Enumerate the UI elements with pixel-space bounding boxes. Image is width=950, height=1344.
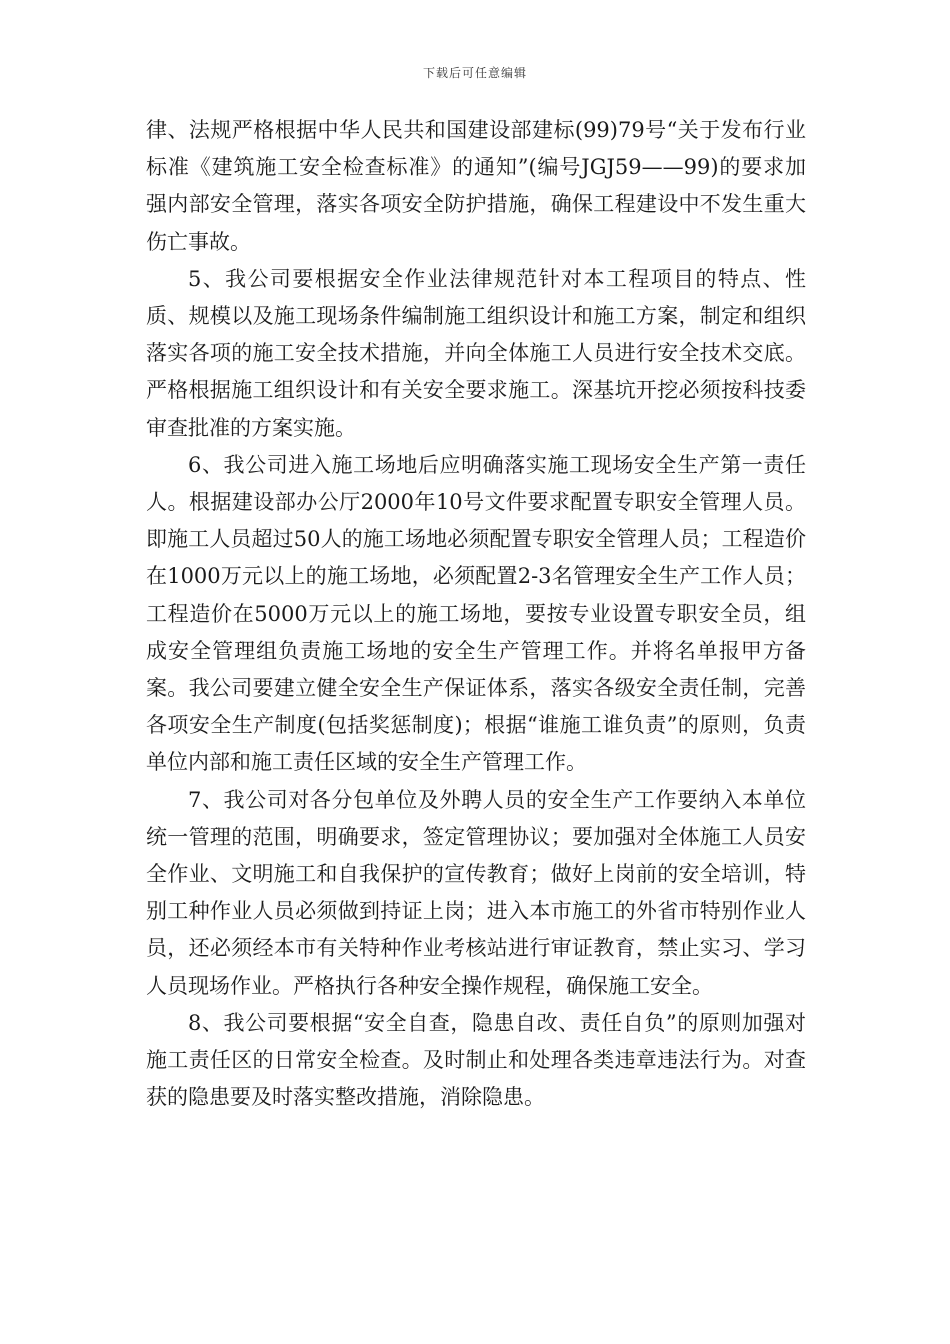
document-body <box>146 112 806 1116</box>
paragraph-item-5: 5、我公司要根据安全作业法律规范针对本工程项目的特点、性质、规模以及施工现场条件编制施工组织设计和施工方案，制定和组织落实各项的施工安全技术措施，并向全体施工人员进行安全技术交底。严格根据施工组织设计和有关安全要求施工。深基坑开挖必须按科技委审查批准的方案实施。 <box>146 266 806 440</box>
paragraph-item-6: 6、我公司进入施工场地后应明确落实施工现场安全生产第一责任人。根据建设部办公厅2000年10号文件要求配置专职安全管理人员。即施工人员超过50人的施工场地必须配置专职安全管理人员；工程造价在1000万元以上的施工场地，必须配置2-3名管理安全生产工作人员；工程造价在5000万元以上的施工场地，要按专业设置专职安全员，组成安全管理组负责施工场地的安全生产管理工作。并将名单报甲方备案。我公司要建立健全安全生产保证体系，落实各级安全责任制，完善各项安全生产制度(包括奖惩制度)；根据“谁施工谁负责”的原则，负责单位内部和施工责任区域的安全生产管理工作。 <box>146 452 806 775</box>
paragraph-item-7: 7、我公司对各分包单位及外聘人员的安全生产工作要纳入本单位统一管理的范围，明确要求，签定管理协议；要加强对全体施工人员安全作业、文明施工和自我保护的宣传教育；做好上岗前的安全培训，特别工种作业人员必须做到持证上岗；进入本市施工的外省市特别作业人员，还必须经本市有关特种作业考核站进行审证教育，禁止实习、学习人员现场作业。严格执行各种安全操作规程，确保施工安全。 <box>146 787 806 998</box>
paragraph-item-8: 8、我公司要根据“安全自查，隐患自改、责任自负”的原则加强对施工责任区的日常安全检查。及时制止和处理各类违章违法行为。对查获的隐患要及时落实整改措施，消除隐患。 <box>146 1010 806 1110</box>
page-header: 下载后可任意编辑 <box>422 66 527 80</box>
paragraph-continuation: 律、法规严格根据中华人民共和国建设部建标(99)79号“关于发布行业标准《建筑施工安全检查标准》的通知”(编号JGJ59——99)的要求加强内部安全管理，落实各项安全防护措施，确保工程建设中不发生重大伤亡事故。 <box>146 118 806 254</box>
